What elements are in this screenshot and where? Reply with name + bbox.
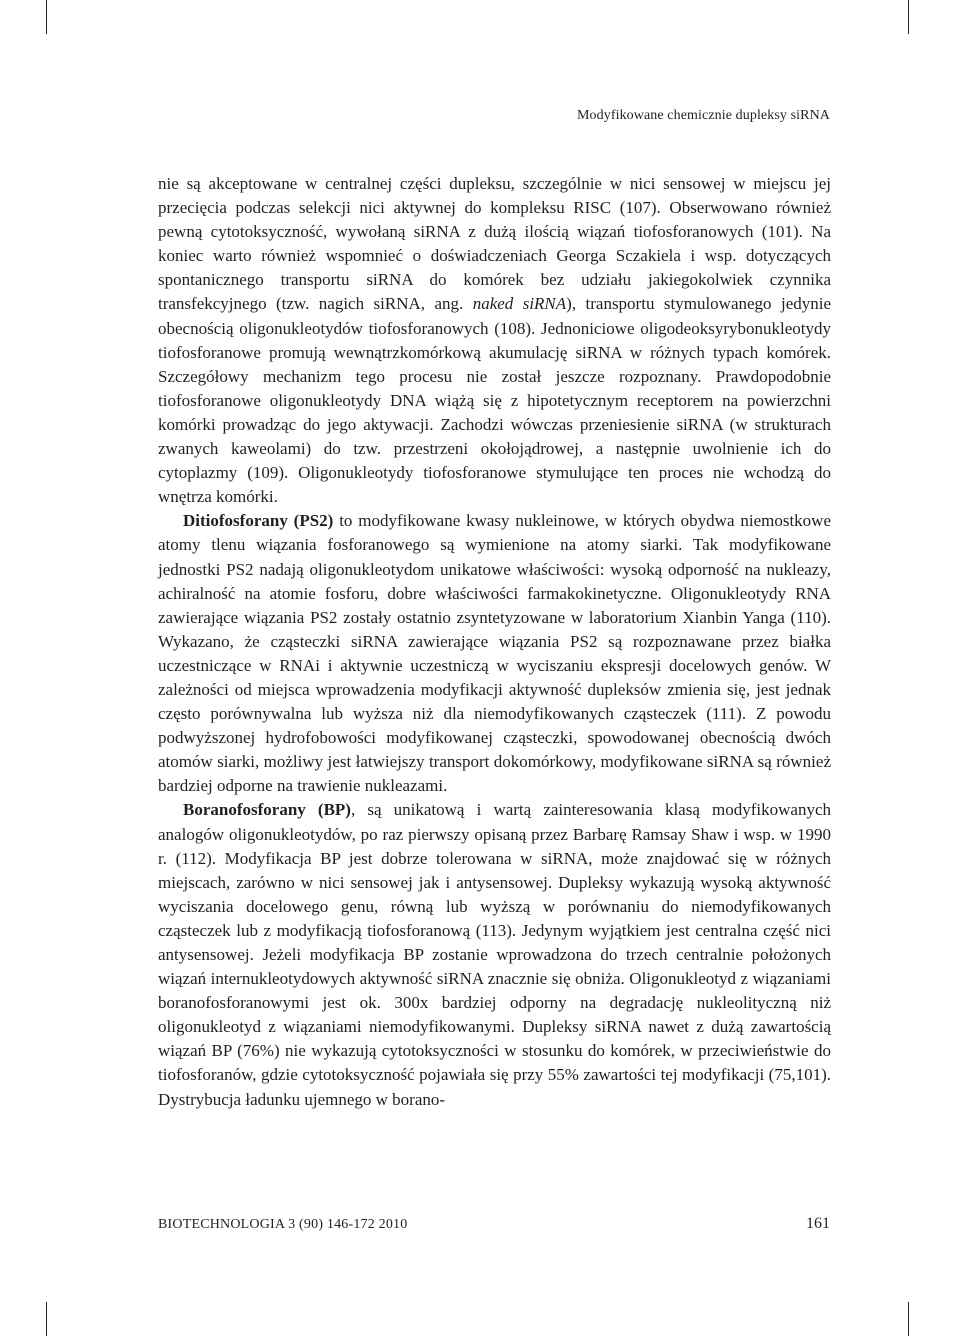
crop-mark-top-left — [46, 0, 47, 34]
running-header: Modyfikowane chemicznie dupleksy siRNA — [576, 108, 830, 123]
journal-footer: BIOTECHNOLOGIA 3 (90) 146-172 2010 — [158, 1217, 408, 1232]
article-body — [158, 172, 831, 1112]
crop-mark-bottom-left — [46, 1302, 47, 1336]
crop-mark-top-right — [908, 0, 909, 34]
text-run: ), transportu stymulowanego jedynie obecnością oligonukleotydów tiofosforanowych (108). Jednoniciowe oligodeoksyrybonukleotydy tiofosforanowe promują wewnątrzkomórkową akumulację siRNA w różnych typach komórek. Szczegółowy mechanizm tego procesu nie został jeszcze rozpoznany. Prawdopodobnie tiofosforanowe oligonukleotydy DNA wiążą się z hipotetycznym receptorem na powierzchni komórki prowadząc do jego aktywacji. Zachodzi wówczas przeniesienie siRNA (w strukturach zwanych kaweolami) do tzw. przestrzeni okołojądrowej, a następnie uwolnienie ich do cytoplazmy (109). Oligonukleotydy tiofosforanowe stymulujące ten proces nie wchodzą do wnętrza komórki. — [158, 294, 832, 507]
section-keyword: Boranofosforany (BP) — [183, 800, 351, 820]
section-keyword: Ditiofosforany (PS2) — [183, 511, 334, 531]
text-run: , są unikatową i wartą zainteresowania klasą modyfikowanych analogów oligonukleotydów, po raz pierwszy opisaną przez Barbarę Ramsay Shaw i wsp. w 1990 r. (112). Modyfikacja BP jest dobrze tolerowana w siRNA, może znajdować się w różnych miejscach, zarówno w nici sensowej jak i antysensowej. Dupleksy wykazują wysoką aktywność wyciszania docelowego genu, równą lub wyższą w porównaniu do niemodyfikowanych cząsteczek lub z modyfikacją tiofosforanową (113). Jedynym wyjątkiem jest centralna część nici antysensowej. Jeżeli modyfikacja BP zostanie wprowadzona do trzech centralnie położonych wiązań internukleotydowych aktywność siRNA znacznie się obniża. Oligonukleotyd z wiązaniami boranofosforanowymi jest ok. 300x bardziej odporny na degradację nukleolityczną niż oligonukleotyd z wiązaniami niemodyfikowanymi. Dupleksy siRNA nawet z dużą zawartością wiązań BP (76%) nie wykazują cytotoksyczności w stosunku do komórek, w przeciwieństwie do tiofosforanów, gdzie cytotoksyczność pojawiała się przy 55% zawartości tej modyfikacji (75,101). Dystrybucja ładunku ujemnego w borano- — [158, 800, 831, 1109]
italic-term: naked siRNA — [472, 294, 567, 314]
text-run: to modyfikowane kwasy nukleinowe, w których obydwa niemostkowe atomy tlenu wiązania fosforanowego są wymienione na atomy siarki. Tak modyfikowane jednostki PS2 nadają oligonukleotydom unikatowe właściwości: wysoką odporność na nukleazy, achiralność na atomie fosforu, dobre właściwości farmakokinetyczne. Oligonukleotydy RNA zawierające wiązania PS2 zostały ostatnio zsyntetyzowane w laboratorium Xianbin Yanga (110). Wykazano, że cząsteczki siRNA zawierające wiązania PS2 są rozpoznawane przez białka uczestniczące w RNAi i aktywnie uczestniczą w wyciszaniu ekspresji docelowych genów. W zależności od miejsca wprowadzenia modyfikacji aktywność dupleksów zmienia się, jest jednak często porównywalna lub wyższa niż dla niemodyfikowanych cząsteczek (111). Z powodu podwyższonej hydrofobowości modyfikowanej cząsteczki, spowodowanej obecnością dwóch atomów siarki, możliwy jest łatwiejszy transport dokomórkowy, modyfikowane siRNA są również bardziej odporne na trawienie nukleazami. — [158, 511, 832, 796]
paragraph — [158, 509, 831, 798]
crop-mark-bottom-right — [908, 1302, 909, 1336]
page-number: 161 — [806, 1215, 830, 1232]
paragraph — [158, 172, 831, 509]
text-run: nie są akceptowane w centralnej części dupleksu, szczególnie w nici sensowej w miejscu jej przecięcia podczas selekcji nici aktywnej do kompleksu RISC (107). Obserwowano również pewną cytotoksyczność, wywołaną siRNA z dużą ilością wiązań tiofosforanowych (101). Na koniec warto również wspomnieć o doświadczeniach Georga Sczakiela i wsp. dotyczących spontanicznego transportu siRNA do komórek bez udziału jakiegokolwiek czynnika transfekcyjnego (tzw. nagich siRNA, ang. — [158, 174, 831, 314]
paragraph — [158, 798, 831, 1111]
